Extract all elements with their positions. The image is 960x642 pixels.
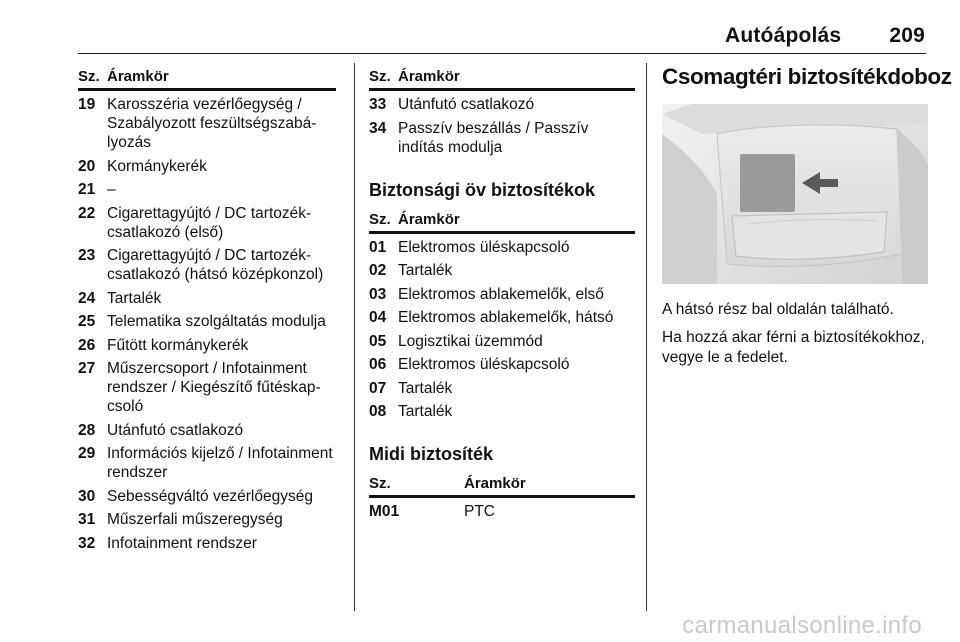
header-circuit: Áramkör bbox=[398, 68, 460, 85]
table-row bbox=[78, 157, 336, 176]
fuse-number: 05 bbox=[369, 332, 387, 350]
circuit-name: Tartalék bbox=[398, 403, 453, 420]
table-row bbox=[78, 204, 336, 242]
fuse-number: 06 bbox=[369, 356, 387, 373]
circuit-name: Logisztikai üzemmód bbox=[398, 332, 543, 350]
table-row bbox=[369, 355, 635, 374]
column-1 bbox=[78, 67, 336, 557]
header-num: Sz. bbox=[78, 68, 100, 85]
table-row bbox=[369, 261, 635, 280]
table-row bbox=[369, 238, 635, 257]
fuse-table-body bbox=[78, 95, 336, 553]
header-circuit: Áramkör bbox=[464, 475, 526, 492]
circuit-name: Tartalék bbox=[398, 262, 453, 279]
table-row bbox=[369, 402, 635, 421]
circuit-name: Infotainment rendszer bbox=[107, 534, 257, 552]
fuse-number: 26 bbox=[78, 336, 96, 354]
table-row bbox=[78, 180, 336, 199]
trunk-fusebox-photo bbox=[662, 104, 928, 284]
circuit-name: Kormánykerék bbox=[107, 157, 207, 175]
table-row bbox=[369, 308, 635, 327]
midi-table-body bbox=[369, 502, 635, 521]
header-num: Sz. bbox=[369, 210, 391, 228]
circuit-name: Telematika szolgáltatás modulja bbox=[107, 313, 326, 330]
table-row bbox=[78, 336, 336, 355]
midi-table-header bbox=[369, 474, 635, 498]
circuit-name: Elektromos üléskapcsoló bbox=[398, 356, 570, 373]
table-row bbox=[369, 285, 635, 304]
trunk-section-title: Csomagtéri biztosítékdoboz bbox=[662, 64, 952, 89]
chapter-title: Autóápolás bbox=[724, 24, 842, 47]
table-row bbox=[369, 95, 635, 114]
table-row bbox=[78, 246, 336, 284]
fuse-number: 20 bbox=[78, 157, 96, 175]
circuit-name: Karosszéria vezérlőegység / Szabályozott feszültségszabályozás bbox=[107, 96, 317, 151]
column-3 bbox=[662, 64, 952, 368]
header-circuit: Áramkör bbox=[398, 210, 460, 228]
fuse-number: 31 bbox=[78, 511, 96, 528]
trunk-access-text: Ha hozzá akar férni a biztosítékokhoz, vegye le a fedelet. bbox=[662, 329, 925, 366]
header-num: Sz. bbox=[369, 475, 391, 492]
fuse-number: 02 bbox=[369, 262, 387, 279]
seatbelt-table-header bbox=[369, 210, 635, 234]
fuse-number: 19 bbox=[78, 96, 96, 113]
seatbelt-section-title: Biztonsági öv biztosítékok bbox=[369, 179, 596, 200]
table-row bbox=[78, 289, 336, 308]
fuse-table-body bbox=[369, 95, 635, 157]
fuse-number: 22 bbox=[78, 204, 96, 222]
fuse-number: 25 bbox=[78, 313, 96, 330]
circuit-name: Elektromos ablakemelők, első bbox=[398, 285, 604, 303]
circuit-name: PTC bbox=[464, 503, 495, 520]
trunk-illustration bbox=[662, 104, 928, 284]
circuit-name: Tartalék bbox=[107, 289, 162, 307]
fuse-number: 07 bbox=[369, 379, 387, 397]
table-row bbox=[78, 510, 336, 529]
trunk-location-text: A hátsó rész bal oldalán található. bbox=[662, 301, 894, 318]
fuse-number: 28 bbox=[78, 421, 96, 439]
circuit-name: Cigarettagyújtó / DC tartozékcsatlakozó (első) bbox=[107, 204, 312, 241]
circuit-name: Információs kijelző / Infotainment rendszer bbox=[107, 445, 333, 481]
table-row bbox=[78, 421, 336, 440]
watermark: carmanualsonline.info bbox=[682, 612, 922, 639]
header-rule bbox=[78, 53, 926, 54]
fuse-number: 29 bbox=[78, 445, 96, 462]
table-row bbox=[78, 359, 336, 416]
fuse-number: 03 bbox=[369, 285, 387, 303]
circuit-name: Elektromos üléskapcsoló bbox=[398, 238, 570, 256]
column-divider-2 bbox=[646, 63, 647, 611]
table-row bbox=[78, 444, 336, 482]
fuse-number: 21 bbox=[78, 181, 96, 198]
circuit-name: Passzív beszállás / Passzív indítás modulja bbox=[398, 119, 589, 156]
column-2 bbox=[369, 67, 635, 526]
fuse-number: 24 bbox=[78, 289, 96, 307]
midi-section-title: Midi biztosíték bbox=[369, 444, 494, 464]
table-row bbox=[78, 95, 336, 152]
fuse-number: 34 bbox=[369, 119, 387, 137]
fuse-table-header bbox=[78, 67, 336, 91]
page-header bbox=[0, 24, 925, 48]
table-row bbox=[369, 379, 635, 398]
table-row bbox=[78, 534, 336, 553]
fuse-number: 32 bbox=[78, 534, 96, 552]
table-row bbox=[78, 487, 336, 506]
circuit-name: Utánfutó csatlakozó bbox=[398, 96, 535, 113]
table-row bbox=[78, 312, 336, 331]
table-row bbox=[369, 502, 635, 521]
circuit-name: Fűtött kormánykerék bbox=[107, 336, 249, 354]
header-num: Sz. bbox=[369, 68, 391, 85]
fuse-number: 08 bbox=[369, 403, 387, 420]
fuse-number: 04 bbox=[369, 309, 387, 326]
fuse-number: 01 bbox=[369, 238, 387, 256]
fuse-number: 23 bbox=[78, 247, 96, 264]
circuit-name: – bbox=[107, 181, 116, 198]
circuit-name: Cigarettagyújtó / DC tartozékcsatlakozó (hátsó középkonzol) bbox=[107, 247, 324, 283]
circuit-name: Tartalék bbox=[398, 379, 453, 397]
fuse-table-header bbox=[369, 67, 635, 91]
fuse-number: 27 bbox=[78, 360, 96, 377]
circuit-name: Műszerfali műszeregység bbox=[107, 511, 283, 528]
column-divider-1 bbox=[354, 63, 355, 611]
page-number: 209 bbox=[889, 24, 925, 47]
circuit-name: Elektromos ablakemelők, hátsó bbox=[398, 309, 614, 326]
header-circuit: Áramkör bbox=[107, 68, 169, 85]
fuse-number: 30 bbox=[78, 487, 96, 505]
fuse-number: 33 bbox=[369, 96, 387, 113]
circuit-name: Műszercsoport / Infotainment rendszer / Kiegészítő fűtéskapcsoló bbox=[107, 360, 321, 415]
seatbelt-table-body bbox=[369, 238, 635, 422]
circuit-name: Sebességváltó vezérlőegység bbox=[107, 487, 313, 505]
fuse-number: M01 bbox=[369, 503, 400, 520]
table-row bbox=[369, 332, 635, 351]
circuit-name: Utánfutó csatlakozó bbox=[107, 421, 244, 439]
table-row bbox=[369, 119, 635, 157]
